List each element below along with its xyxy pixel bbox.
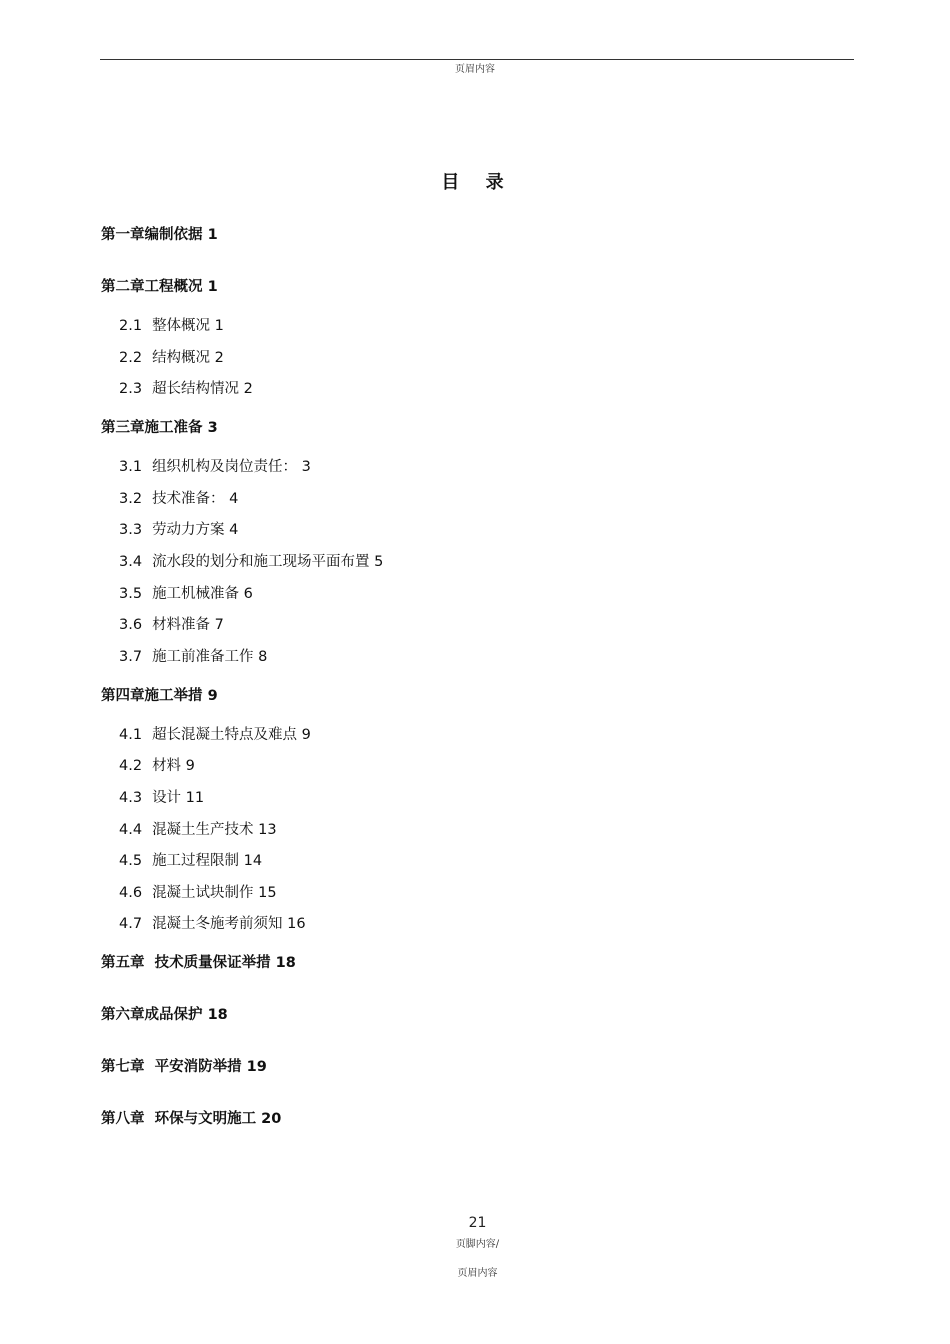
toc-section-title: 施工前准备工作 <box>152 648 254 665</box>
toc-section[interactable] <box>101 379 861 399</box>
toc-section-title: 超长混凝土特点及难点 <box>152 726 298 743</box>
toc-section-number: 4.5 <box>119 853 143 870</box>
toc-chapter-title: 第五章 技术质量保证举措 <box>101 955 271 972</box>
toc-section-page: 7 <box>214 617 224 634</box>
toc-section[interactable] <box>101 820 861 840</box>
toc-section[interactable] <box>101 457 861 477</box>
toc-section-title: 混凝土冬施考前须知 <box>152 916 283 933</box>
toc-section-page: 4 <box>229 490 239 507</box>
toc-chapter[interactable] <box>101 274 861 300</box>
toc-chapter[interactable] <box>101 415 861 441</box>
toc-section-title: 混凝土试块制作 <box>152 884 254 901</box>
toc-section-title: 结构概况 <box>152 349 211 366</box>
toc-section-page: 11 <box>185 789 205 806</box>
toc-section-title: 整体概况 <box>152 318 211 334</box>
toc-section-number: 4.1 <box>119 726 143 743</box>
table-of-contents <box>101 222 861 1158</box>
toc-chapter[interactable] <box>101 1106 861 1132</box>
toc-section-title: 劳动力方案 <box>152 522 225 539</box>
toc-section-number: 3.7 <box>119 648 143 665</box>
toc-section-title: 设计 <box>152 789 182 806</box>
toc-section-page: 9 <box>301 726 311 743</box>
toc-section-page: 2 <box>243 381 253 398</box>
toc-section-number: 4.2 <box>119 758 143 775</box>
toc-section-page: 5 <box>374 553 384 570</box>
toc-chapter-page: 1 <box>207 227 218 243</box>
toc-chapter-page: 20 <box>261 1111 282 1128</box>
toc-section-page: 16 <box>287 916 306 933</box>
toc-chapter-title: 第八章 环保与文明施工 <box>101 1111 257 1128</box>
toc-chapter-title: 第一章编制依据 <box>101 227 203 243</box>
toc-chapter-page: 1 <box>207 279 218 295</box>
toc-section-page: 14 <box>243 853 263 870</box>
toc-chapter-page: 19 <box>246 1059 267 1076</box>
toc-chapter-title: 第三章施工准备 <box>101 420 203 437</box>
toc-section-number: 4.3 <box>119 789 143 806</box>
toc-section-number: 3.6 <box>119 617 143 634</box>
toc-section-page: 9 <box>185 758 195 775</box>
toc-section-number: 3.3 <box>119 522 143 539</box>
toc-chapter-page: 3 <box>207 420 218 437</box>
toc-section[interactable] <box>101 348 861 368</box>
toc-section-title: 超长结构情况 <box>152 381 240 398</box>
toc-section-number: 2.3 <box>119 381 143 398</box>
toc-section-title: 材料准备 <box>152 617 211 634</box>
toc-chapter[interactable] <box>101 1002 861 1028</box>
toc-chapter[interactable] <box>101 222 861 248</box>
toc-section-page: 13 <box>258 821 277 838</box>
next-page-header: 页眉内容 <box>457 1268 498 1279</box>
toc-section-page: 6 <box>243 585 253 602</box>
toc-chapter[interactable] <box>101 1054 861 1080</box>
toc-section[interactable] <box>101 725 861 745</box>
toc-section-number: 3.5 <box>119 585 143 602</box>
toc-section-number: 3.2 <box>119 490 143 507</box>
toc-section[interactable] <box>101 788 861 808</box>
toc-section-number: 2.1 <box>119 318 143 334</box>
toc-chapter-title: 第四章施工举措 <box>101 687 203 704</box>
toc-section-number: 4.7 <box>119 916 143 933</box>
toc-section[interactable] <box>101 489 861 509</box>
toc-section-title: 混凝土生产技术 <box>152 821 254 838</box>
toc-section-title: 材料 <box>152 758 182 775</box>
toc-title: 目 录 <box>441 172 514 193</box>
toc-chapter-title: 第六章成品保护 <box>101 1007 203 1024</box>
toc-section-title: 技术准备： <box>152 490 225 507</box>
page-number: 21 <box>468 1215 487 1231</box>
toc-chapter-page: 9 <box>207 687 218 704</box>
toc-section[interactable] <box>101 756 861 776</box>
toc-section[interactable] <box>101 520 861 540</box>
toc-section-title: 施工过程限制 <box>152 853 240 870</box>
toc-section[interactable] <box>101 615 861 635</box>
toc-section-page: 3 <box>301 459 311 476</box>
toc-section-page: 15 <box>258 884 277 901</box>
toc-section[interactable] <box>101 851 861 871</box>
toc-section-number: 4.4 <box>119 821 143 838</box>
toc-chapter[interactable] <box>101 950 861 976</box>
toc-section-page: 4 <box>229 522 239 539</box>
toc-section[interactable] <box>101 647 861 667</box>
toc-section-title: 组织机构及岗位责任： <box>152 459 298 476</box>
page-header: 页眉内容 <box>455 64 495 75</box>
toc-chapter-title: 第二章工程概况 <box>101 279 203 295</box>
toc-section-number: 2.2 <box>119 349 143 366</box>
toc-section[interactable] <box>101 914 861 934</box>
toc-section[interactable] <box>101 584 861 604</box>
toc-section-number: 3.4 <box>119 553 143 570</box>
toc-section[interactable] <box>101 552 861 572</box>
toc-chapter-title: 第七章 平安消防举措 <box>101 1059 242 1076</box>
toc-section-number: 3.1 <box>119 459 143 476</box>
toc-section-number: 4.6 <box>119 884 143 901</box>
toc-section-page: 1 <box>214 318 224 334</box>
toc-chapter-page: 18 <box>207 1007 228 1024</box>
toc-chapter-page: 18 <box>275 955 296 972</box>
toc-section-title: 流水段的划分和施工现场平面布置 <box>152 553 370 570</box>
toc-section-page: 8 <box>258 648 268 665</box>
toc-section-page: 2 <box>214 349 224 366</box>
page-footer: 页脚内容/ <box>455 1239 500 1250</box>
toc-chapter[interactable] <box>101 683 861 709</box>
toc-section-title: 施工机械准备 <box>152 585 240 602</box>
toc-section[interactable] <box>101 316 861 336</box>
toc-section[interactable] <box>101 883 861 903</box>
